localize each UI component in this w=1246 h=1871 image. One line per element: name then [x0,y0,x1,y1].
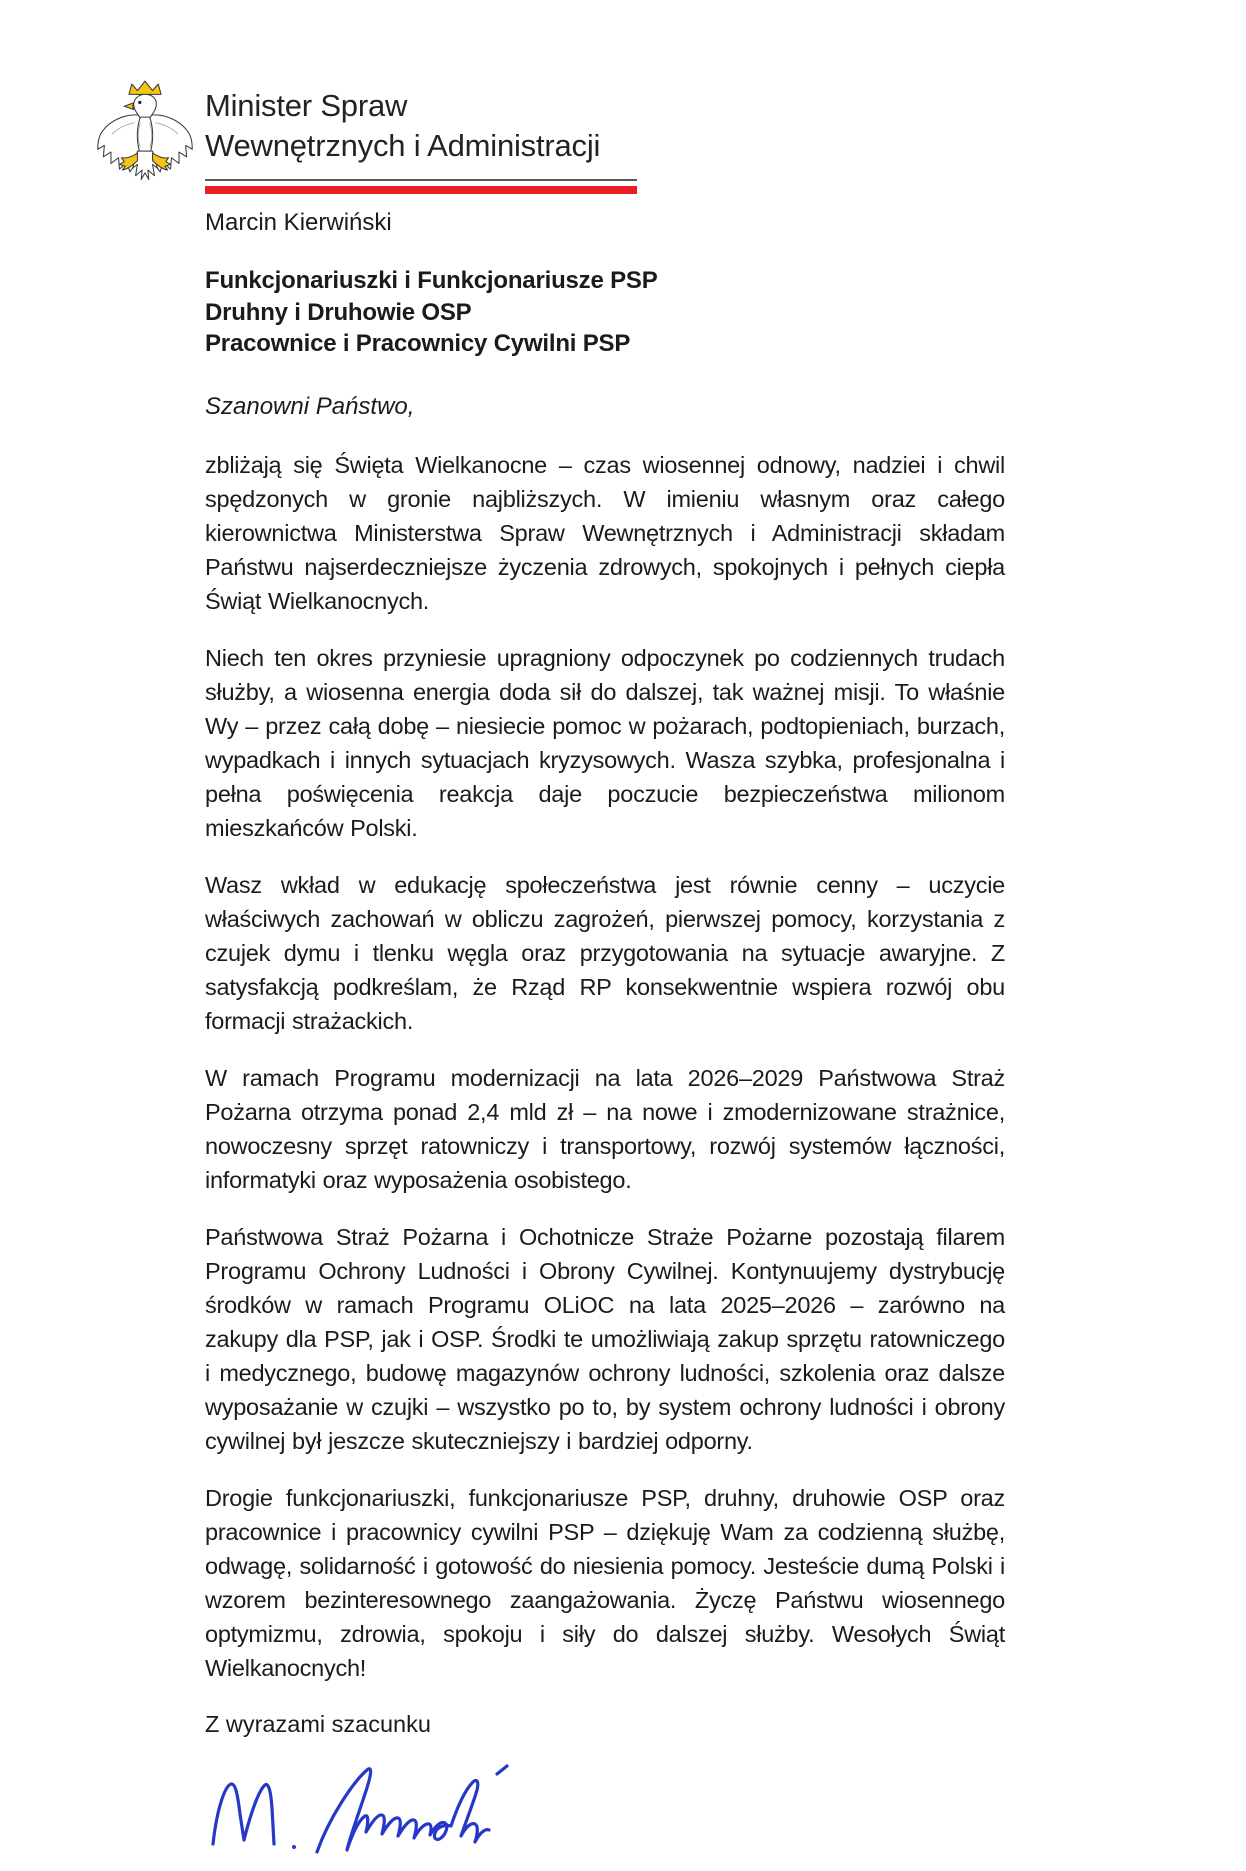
paragraph-easter-wishes: zbliżają się Święta Wielkanocne – czas wiosennej odnowy, nadziei i chwil spędzonych w gronie najbliższych. W imieniu własnym oraz całego kierownictwa Ministerstwa Spraw Wewnętrznych i Administracji składam Państwu najserdeczniejsze życzenia zdrowych, spokojnych i pełnych ciepła Świąt Wielkanocnych. [205,451,1005,614]
recipient-line-psp-civil-staff: Pracownice i Pracownicy Cywilni PSP [205,330,631,357]
recipient-line-osp-members: Druhny i Druhowie OSP [205,298,472,326]
flag-separator [205,179,637,194]
separator-red-line [205,186,637,194]
closing-phrase: Z wyrazami szacunku [205,1710,431,1737]
recipient-line-psp-officers: Funkcjonariuszki i Funkcjonariusze PSP [205,267,658,294]
ministry-title [205,86,1005,166]
minister-name: Marcin Kierwiński [205,209,392,236]
salutation: Szanowni Państwo, [205,392,415,420]
paragraph-thanks-and-wishes: Drogie funkcjonariuszki, funkcjonariusze PSP, druhny, druhowie OSP oraz pracownice i pracownicy cywilni PSP – dziękuję Wam za codzienną służbę, odwagę, solidarność i gotowość do niesienia pomocy. Jesteście dumą Polski i wzorem bezinteresownego zaangażowania. Życzę Państwu wiosennego optymizmu, zdrowia, spokoju i siły do dalszej służby. Wesołych Świąt Wielkanocnych! [205,1484,1005,1681]
paragraph-civil-protection-program: Państwowa Straż Pożarna i Ochotnicze Straże Pożarne pozostają filarem Programu Ochrony Ludności i Obrony Cywilnej. Kontynuujemy dystrybucję środków w ramach Programu OLiOC na lata 2025–2026 – zarówno na zakupy dla PSP, jak i OSP. Środki te umożliwiają zakup sprzętu ratowniczego i medycznego, budowę magazynów ochrony ludności, szkolenia oraz dalsze wyposażanie w czujki – wszystko po to, by system ochrony ludności i obrony cywilnej był jeszcze skuteczniejszy i bardziej odporny. [205,1223,1005,1454]
letter-body [205,448,1005,1685]
handwritten-signature [205,1746,1005,1866]
paragraph-education-contribution: Wasz wkład w edukację społeczeństwa jest równie cenny – uczycie właściwych zachowań w obliczu zagrożeń, pierwszej pomocy, korzystania z czujek dymu i tlenku węgla oraz przygotowania na sytuacje awaryjne. Z satysfakcją podkreślam, że Rząd RP konsekwentnie wspiera rozwój obu formacji strażackich. [205,871,1005,1034]
recipients-block [205,265,1005,360]
paragraph-rest-and-mission: Niech ten okres przyniesie upragniony odpoczynek po codziennych trudach służby, a wiosenna energia doda sił do dalszej, tak ważnej misji. To właśnie Wy – przez całą dobę – niesiecie pomoc w pożarach, podtopieniach, burzach, wypadkach i innych sytuacjach kryzysowych. Wasza szybka, profesjonalna i pełna poświęcenia reakcja daje poczucie bezpieczeństwa milionom mieszkańców Polski. [205,644,1005,841]
ministry-title-line1: Minister Spraw [205,88,408,123]
coat-of-arms-eagle-icon [93,76,197,196]
ministry-title-line2: Wewnętrznych i Administracji [205,128,601,163]
paragraph-modernization-program: W ramach Programu modernizacji na lata 2026–2029 Państwowa Straż Pożarna otrzyma ponad 2,4 mld zł – na nowe i zmodernizowane strażnice, nowoczesny sprzęt ratowniczy i transportowy, rozwój systemów łączności, informatyki oraz wyposażenia osobistego. [205,1064,1005,1193]
